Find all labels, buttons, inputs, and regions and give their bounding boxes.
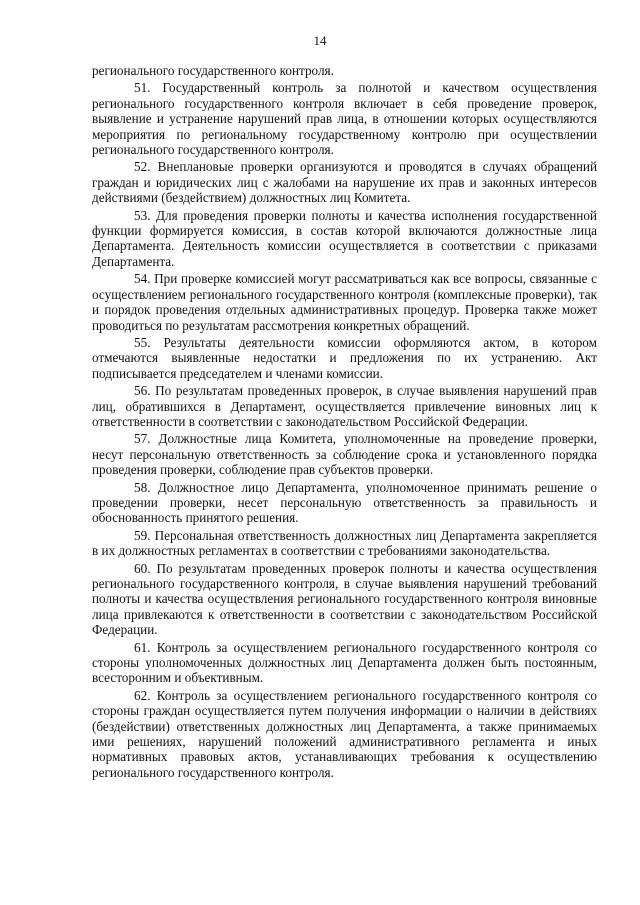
page-number: 14 [313, 33, 327, 48]
paragraph-57: 57. Должностные лица Комитета, уполномоченные на проведение проверки, несут персональную ответственность за соблюдение срока и установленного порядка проведения проверки, соблюдение прав субъектов проверки. [92, 431, 597, 478]
paragraph-59: 59. Персональная ответственность должностных лиц Департамента закрепляется в их должностных регламентах в соответствии с требованиями законодательства. [92, 527, 597, 559]
paragraph-61: 61. Контроль за осуществлением регионального государственного контроля со стороны уполномоченных должностных лиц Департамента должен быть постоянным, всесторонним и объективным. [92, 639, 597, 686]
paragraph-continuation: регионального государственного контроля. [92, 63, 334, 78]
paragraph-51: 51. Государственный контроль за полнотой и качеством осуществления регионального государственного контроля включает в себя проведение проверок, выявление и устранение нарушений прав лица, в отношении которых осуществляются мероприятия по региональному государственному контролю при осуществлении регионального государственного контроля. [92, 80, 597, 158]
paragraph-58: 58. Должностное лицо Департамента, уполномоченное принимать решение о проведении проверки, несет персональную ответственность за правильность и обоснованность принятого решения. [92, 479, 597, 526]
paragraph-60: 60. По результатам проведенных проверок полноты и качества осуществления регионального государственного контроля, в случае выявления нарушений требований полноты и качества осуществления регионального государственного контроля виновные лица привлекаются к ответственности в соответствии с законодательством Российской Федерации. [92, 560, 597, 638]
paragraph-62: 62. Контроль за осуществлением регионального государственного контроля со стороны граждан осуществляется путем получения информации о наличии в действиях (бездействии) ответственных должностных лиц Департамента, а также принимаемых ими решениях, нарушений положений административного регламента и иных нормативных правовых актов, устанавливающих требования к осуществлению регионального государственного контроля. [92, 687, 597, 780]
paragraph-55: 55. Результаты деятельности комиссии оформляются актом, в котором отмечаются выявленные недостатки и предложения по их устранению. Акт подписывается председателем и членами комиссии. [92, 334, 597, 381]
paragraph-56: 56. По результатам проведенных проверок, в случае выявления нарушений прав лиц, обратившихся в Департамент, осуществляется привлечение виновных лиц к ответственности в соответствии с законодательством Российской Федерации. [92, 383, 597, 429]
document-body [92, 63, 597, 782]
paragraph-52: 52. Внеплановые проверки организуются и проводятся в случаях обращений граждан и юридических лиц с жалобами на нарушение их прав и законных интересов действиями (бездействием) должностных лиц Комитета. [92, 159, 597, 206]
paragraph-53: 53. Для проведения проверки полноты и качества исполнения государственной функции формируется комиссия, в состав которой включаются должностные лица Департамента. Деятельность комиссии осуществляется в соответствии с приказами Департамента. [92, 207, 597, 269]
paragraph-54: 54. При проверке комиссией могут рассматриваться как все вопросы, связанные с осуществлением регионального государственного контроля (комплексные проверки), так и порядок проведения отдельных административных процедур. Проверка также может проводиться по результатам рассмотрения конкретных обращений. [92, 271, 597, 333]
